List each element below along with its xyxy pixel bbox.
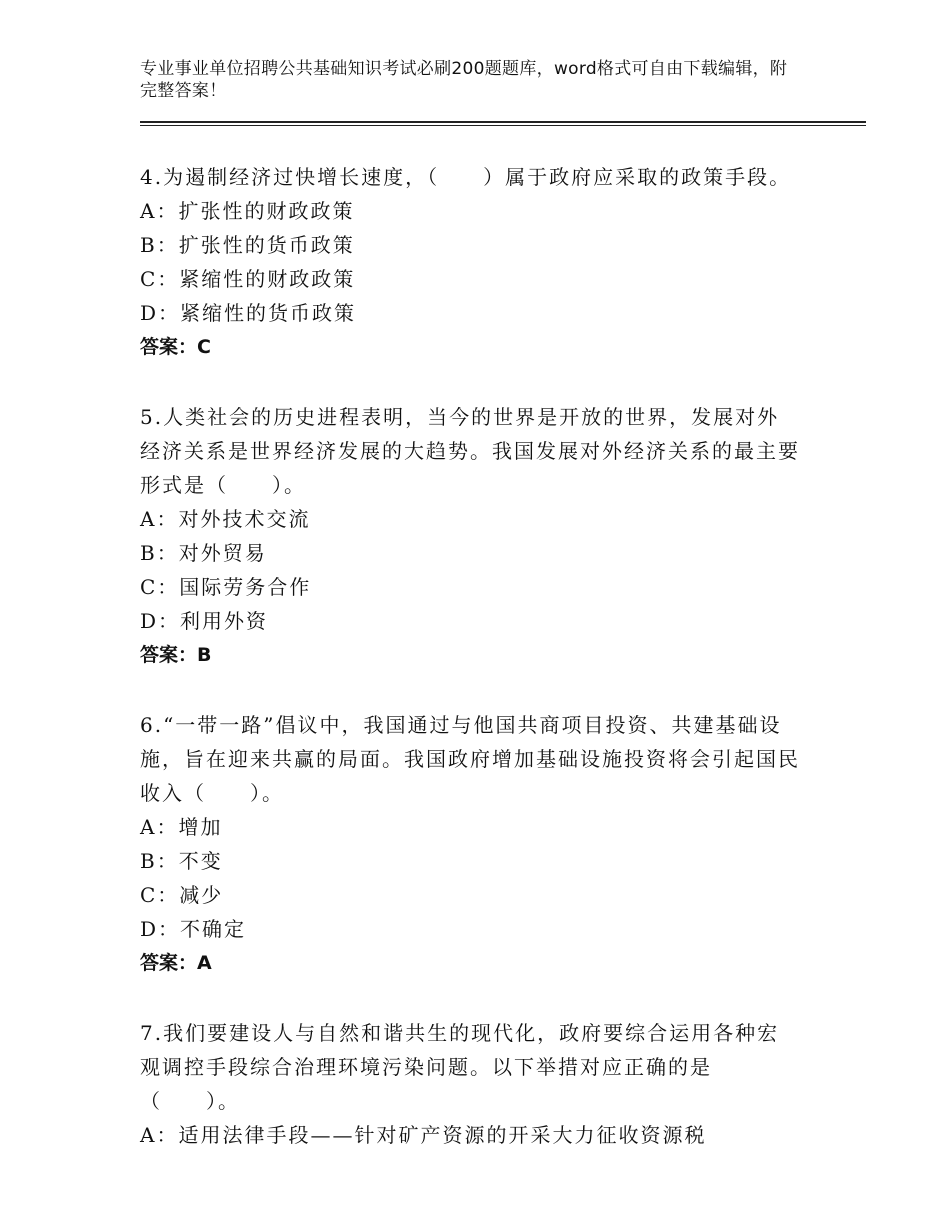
option-d: D：紧缩性的货币政策 bbox=[140, 301, 357, 325]
option-d: D：不确定 bbox=[140, 917, 247, 941]
option-c: C：减少 bbox=[140, 883, 224, 907]
question-item bbox=[140, 708, 800, 980]
option-a: A：增加 bbox=[140, 815, 223, 839]
option-a: A：适用法律手段——针对矿产资源的开采大力征收资源税 bbox=[140, 1123, 707, 1147]
option-b: B：扩张性的货币政策 bbox=[140, 233, 355, 257]
option-b: B：对外贸易 bbox=[140, 541, 267, 565]
question-item bbox=[140, 1016, 800, 1152]
question-item bbox=[140, 160, 800, 364]
header-divider bbox=[140, 121, 866, 126]
option-d: D：利用外资 bbox=[140, 609, 269, 633]
option-a: A：对外技术交流 bbox=[140, 507, 311, 531]
question-text: 6.“一带一路”倡议中，我国通过与他国共商项目投资、共建基础设施，旨在迎来共赢的局面。我国政府增加基础设施投资将会引起国民收入（ ）。 bbox=[140, 713, 800, 805]
question-list bbox=[140, 160, 800, 1188]
question-item bbox=[140, 400, 800, 672]
answer-label: 答案：C bbox=[140, 336, 211, 358]
option-c: C：紧缩性的财政政策 bbox=[140, 267, 356, 291]
answer-label: 答案：B bbox=[140, 644, 212, 666]
question-text: 4.为遏制经济过快增长速度，（ ）属于政府应采取的政策手段。 bbox=[140, 165, 792, 189]
answer-label: 答案：A bbox=[140, 952, 212, 974]
option-b: B：不变 bbox=[140, 849, 223, 873]
question-text: 7.我们要建设人与自然和谐共生的现代化，政府要综合运用各种宏观调控手段综合治理环境污染问题。以下举措对应正确的是（ ）。 bbox=[140, 1021, 780, 1113]
option-a: A：扩张性的财政政策 bbox=[140, 199, 355, 223]
question-text: 5.人类社会的历史进程表明，当今的世界是开放的世界，发展对外经济关系是世界经济发展的大趋势。我国发展对外经济关系的最主要形式是（ ）。 bbox=[140, 405, 800, 497]
option-c: C：国际劳务合作 bbox=[140, 575, 312, 599]
document-header-title: 专业事业单位招聘公共基础知识考试必刷200题题库，word格式可自由下载编辑，附完整答案！ bbox=[140, 59, 788, 101]
